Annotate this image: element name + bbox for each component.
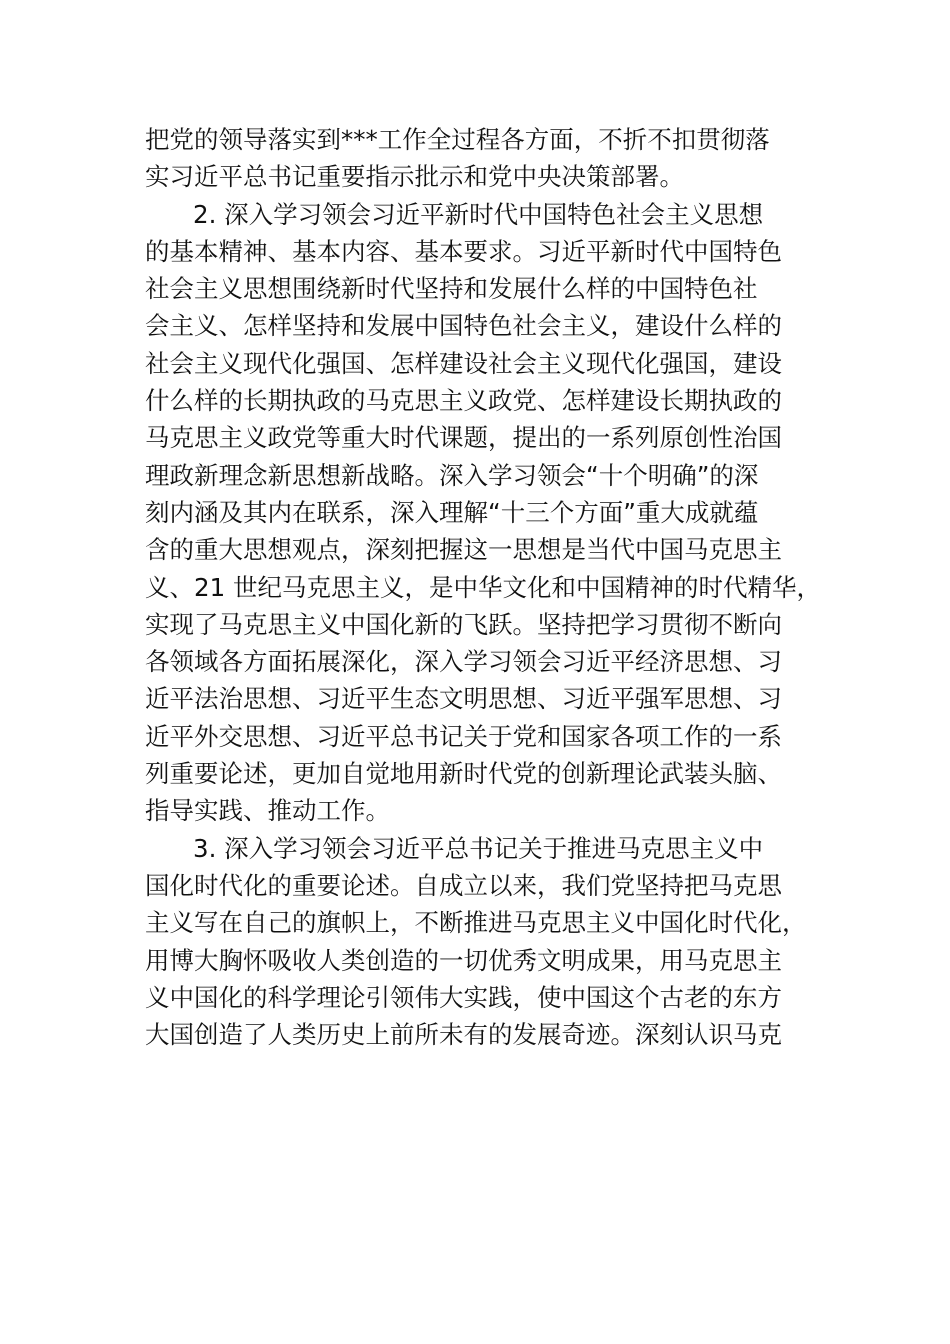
text-line: 马克思主义政党等重大时代课题，提出的一系列原创性治国 — [145, 423, 782, 453]
text-line: 大国创造了人类历史上前所未有的发展奇迹。深刻认识马克 — [145, 1020, 782, 1050]
text-line: 主义写在自己的旗帜上，不断推进马克思主义中国化时代化， — [145, 908, 807, 938]
paragraph-start-line: 3. 深入学习领会习近平总书记关于推进马克思主义中 — [193, 833, 764, 863]
text-line: 实习近平总书记重要指示批示和党中央决策部署。 — [145, 162, 684, 192]
text-line: 各领域各方面拓展深化，深入学习领会习近平经济思想、习 — [145, 647, 782, 677]
text-line: 刻内涵及其内在联系，深入理解“十三个方面”重大成就蕴 — [145, 497, 759, 527]
text-line: 社会主义思想围绕新时代坚持和发展什么样的中国特色社 — [145, 274, 758, 304]
text-line: 用博大胸怀吸收人类创造的一切优秀文明成果，用马克思主 — [145, 945, 782, 975]
text-line: 近平外交思想、习近平总书记关于党和国家各项工作的一系 — [145, 721, 782, 751]
text-line: 义中国化的科学理论引领伟大实践，使中国这个古老的东方 — [145, 982, 782, 1012]
text-line: 什么样的长期执政的马克思主义政党、怎样建设长期执政的 — [145, 386, 782, 416]
text-line: 义、21 世纪马克思主义，是中华文化和中国精神的时代精华， — [145, 572, 821, 602]
text-line: 含的重大思想观点，深刻把握这一思想是当代中国马克思主 — [145, 535, 782, 565]
text-line: 近平法治思想、习近平生态文明思想、习近平强军思想、习 — [145, 684, 782, 714]
text-line: 实现了马克思主义中国化新的飞跃。坚持把学习贯彻不断向 — [145, 609, 782, 639]
text-line: 把党的领导落实到***工作全过程各方面，不折不扣贯彻落 — [145, 125, 770, 154]
text-line: 会主义、怎样坚持和发展中国特色社会主义，建设什么样的 — [145, 311, 782, 341]
text-line: 社会主义现代化强国、怎样建设社会主义现代化强国，建设 — [145, 348, 782, 378]
text-line: 国化时代化的重要论述。自成立以来，我们党坚持把马克思 — [145, 870, 782, 900]
paragraph-start-line: 2. 深入学习领会习近平新时代中国特色社会主义思想 — [193, 199, 764, 229]
text-line: 理政新理念新思想新战略。深入学习领会“十个明确”的深 — [145, 460, 759, 490]
text-line: 的基本精神、基本内容、基本要求。习近平新时代中国特色 — [145, 236, 782, 266]
text-line: 列重要论述，更加自觉地用新时代党的创新理论武装头脑、 — [145, 759, 782, 789]
document-body — [145, 121, 821, 1053]
text-line: 指导实践、推动工作。 — [145, 796, 390, 826]
